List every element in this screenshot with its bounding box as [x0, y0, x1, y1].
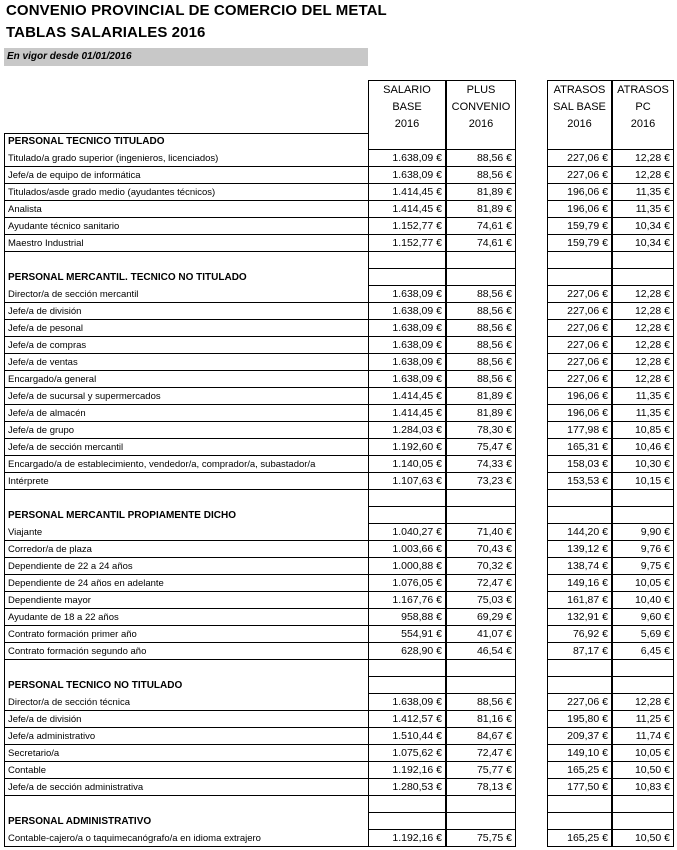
atrasos-sal-base-cell: [547, 269, 612, 286]
atrasos-sal-base-cell: 138,74 €: [547, 558, 612, 575]
atrasos-sal-base-cell: 177,98 €: [547, 422, 612, 439]
plus-convenio-cell: 81,89 €: [446, 201, 516, 218]
plus-convenio-cell: 75,75 €: [446, 830, 516, 847]
salario-base-cell: [368, 813, 446, 830]
atrasos-sal-base-cell: 227,06 €: [547, 303, 612, 320]
category-label: Dependiente de 24 años en adelante: [4, 575, 368, 592]
section-header-row: [0, 677, 677, 694]
atrasos-sal-base-cell: 227,06 €: [547, 371, 612, 388]
table-row: [0, 609, 677, 626]
salario-base-cell: 1.414,45 €: [368, 184, 446, 201]
salario-base-cell: 1.076,05 €: [368, 575, 446, 592]
category-label: Jefe/a administrativo: [4, 728, 368, 745]
plus-convenio-cell: 88,56 €: [446, 167, 516, 184]
category-label: Titulados/asde grado medio (ayudantes técnicos): [4, 184, 368, 201]
category-label: Encargado/a general: [4, 371, 368, 388]
plus-convenio-cell: 88,56 €: [446, 694, 516, 711]
spacer-row: [0, 796, 677, 813]
plus-convenio-cell: 88,56 €: [446, 303, 516, 320]
table-row: [0, 320, 677, 337]
salario-base-cell: 1.107,63 €: [368, 473, 446, 490]
atrasos-sal-base-cell: 159,79 €: [547, 218, 612, 235]
category-label: Analista: [4, 201, 368, 218]
column-header-line: SALARIO: [383, 84, 431, 96]
section-header-row: [0, 507, 677, 524]
plus-convenio-cell: 88,56 €: [446, 150, 516, 167]
atrasos-pc-cell: 11,74 €: [612, 728, 674, 745]
plus-convenio-cell: 74,33 €: [446, 456, 516, 473]
plus-convenio-cell: 41,07 €: [446, 626, 516, 643]
salario-base-cell: 1.280,53 €: [368, 779, 446, 796]
atrasos-pc-cell: 12,28 €: [612, 694, 674, 711]
column-header-line: 2016: [394, 118, 420, 130]
plus-convenio-cell: [446, 660, 516, 677]
salario-base-cell: 1.638,09 €: [368, 337, 446, 354]
salario-base-cell: 1.192,16 €: [368, 830, 446, 847]
salario-base-cell: [368, 796, 446, 813]
atrasos-pc-cell: [612, 660, 674, 677]
table-row: [0, 524, 677, 541]
category-label: Contrato formación segundo año: [4, 643, 368, 660]
plus-convenio-cell: 69,29 €: [446, 609, 516, 626]
section-title: PERSONAL MERCANTIL PROPIAMENTE DICHO: [4, 507, 368, 524]
plus-convenio-cell: 75,03 €: [446, 592, 516, 609]
salario-base-cell: 1.638,09 €: [368, 694, 446, 711]
atrasos-sal-base-cell: 227,06 €: [547, 167, 612, 184]
category-label: Director/a de sección mercantil: [4, 286, 368, 303]
atrasos-pc-cell: 12,28 €: [612, 167, 674, 184]
table-row: [0, 405, 677, 422]
table-row: [0, 728, 677, 745]
category-label: [4, 490, 368, 507]
category-label: Jefe/a de grupo: [4, 422, 368, 439]
atrasos-sal-base-cell: 149,10 €: [547, 745, 612, 762]
column-header-line: BASE: [392, 101, 422, 113]
salario-base-cell: 1.284,03 €: [368, 422, 446, 439]
atrasos-sal-base-cell: 76,92 €: [547, 626, 612, 643]
salario-base-cell: 1.638,09 €: [368, 286, 446, 303]
atrasos-pc-cell: 12,28 €: [612, 371, 674, 388]
atrasos-sal-base-cell: 132,91 €: [547, 609, 612, 626]
section-header-row: [0, 813, 677, 830]
table-row: [0, 541, 677, 558]
atrasos-pc-cell: 10,30 €: [612, 456, 674, 473]
plus-convenio-cell: 84,67 €: [446, 728, 516, 745]
atrasos-pc-cell: [612, 813, 674, 830]
column-header-line: ATRASOS: [553, 84, 606, 96]
atrasos-pc-cell: 10,50 €: [612, 762, 674, 779]
atrasos-sal-base-cell: 177,50 €: [547, 779, 612, 796]
category-label: [4, 660, 368, 677]
category-label: Jefe/a de compras: [4, 337, 368, 354]
column-header-line: ATRASOS: [617, 84, 669, 96]
category-label: Jefe/a de sucursal y supermercados: [4, 388, 368, 405]
atrasos-sal-base-cell: 165,25 €: [547, 762, 612, 779]
salario-base-cell: 1.075,62 €: [368, 745, 446, 762]
column-header-plus-convenio: [446, 80, 516, 133]
table-row: [0, 218, 677, 235]
category-label: Intérprete: [4, 473, 368, 490]
atrasos-pc-cell: 9,76 €: [612, 541, 674, 558]
atrasos-sal-base-cell: 165,25 €: [547, 830, 612, 847]
table-row: [0, 371, 677, 388]
atrasos-pc-cell: [612, 796, 674, 813]
atrasos-pc-cell: 11,35 €: [612, 184, 674, 201]
atrasos-sal-base-cell: [547, 660, 612, 677]
plus-convenio-cell: 88,56 €: [446, 320, 516, 337]
table-row: [0, 422, 677, 439]
table-row: [0, 694, 677, 711]
atrasos-sal-base-cell: 161,87 €: [547, 592, 612, 609]
column-header-line: 2016: [567, 118, 592, 130]
section-title: PERSONAL TECNICO TITULADO: [4, 133, 368, 150]
effective-date-banner: En vigor desde 01/01/2016: [4, 48, 368, 66]
atrasos-pc-cell: 10,05 €: [612, 575, 674, 592]
salario-base-cell: 1.167,76 €: [368, 592, 446, 609]
atrasos-pc-cell: 11,35 €: [612, 405, 674, 422]
atrasos-sal-base-cell: 195,80 €: [547, 711, 612, 728]
atrasos-pc-cell: 10,50 €: [612, 830, 674, 847]
plus-convenio-cell: [446, 490, 516, 507]
atrasos-sal-base-cell: [547, 796, 612, 813]
plus-convenio-cell: [446, 813, 516, 830]
salario-base-cell: [368, 660, 446, 677]
atrasos-pc-cell: 12,28 €: [612, 150, 674, 167]
table-row: [0, 592, 677, 609]
plus-convenio-cell: 88,56 €: [446, 286, 516, 303]
plus-convenio-cell: 81,16 €: [446, 711, 516, 728]
atrasos-pc-cell: 10,34 €: [612, 218, 674, 235]
atrasos-sal-base-cell: 209,37 €: [547, 728, 612, 745]
atrasos-sal-base-cell: [547, 813, 612, 830]
category-label: Contrato formación primer año: [4, 626, 368, 643]
category-label: Ayudante de 18 a 22 años: [4, 609, 368, 626]
table-row: [0, 643, 677, 660]
salario-base-cell: 554,91 €: [368, 626, 446, 643]
salario-base-cell: 1.152,77 €: [368, 235, 446, 252]
category-label: Maestro Industrial: [4, 235, 368, 252]
category-label: Contable: [4, 762, 368, 779]
salario-base-cell: 1.003,66 €: [368, 541, 446, 558]
plus-convenio-cell: 78,30 €: [446, 422, 516, 439]
atrasos-sal-base-cell: [547, 507, 612, 524]
column-header-line: 2016: [468, 118, 494, 130]
atrasos-pc-cell: 12,28 €: [612, 320, 674, 337]
salario-base-cell: 958,88 €: [368, 609, 446, 626]
category-label: [4, 252, 368, 269]
atrasos-pc-cell: 12,28 €: [612, 303, 674, 320]
salario-base-cell: 628,90 €: [368, 643, 446, 660]
table-row: [0, 439, 677, 456]
salario-base-cell: 1.414,45 €: [368, 388, 446, 405]
atrasos-pc-cell: [612, 252, 674, 269]
plus-convenio-cell: [446, 796, 516, 813]
category-label: Jefe/a de división: [4, 711, 368, 728]
plus-convenio-cell: 70,32 €: [446, 558, 516, 575]
category-label: Ayudante técnico sanitario: [4, 218, 368, 235]
category-label: Contable-cajero/a o taquimecanógrafo/a en idioma extrajero: [4, 830, 368, 847]
plus-convenio-cell: 46,54 €: [446, 643, 516, 660]
salario-base-cell: 1.192,16 €: [368, 762, 446, 779]
atrasos-sal-base-cell: 158,03 €: [547, 456, 612, 473]
table-row: [0, 354, 677, 371]
spacer-row: [0, 660, 677, 677]
category-label: Jefe/a de almacén: [4, 405, 368, 422]
salario-base-cell: 1.140,05 €: [368, 456, 446, 473]
salario-base-cell: 1.152,77 €: [368, 218, 446, 235]
salario-base-cell: 1.638,09 €: [368, 354, 446, 371]
document-subtitle: TABLAS SALARIALES 2016: [6, 24, 206, 41]
atrasos-pc-cell: 10,34 €: [612, 235, 674, 252]
column-header-line: PC: [635, 101, 651, 113]
atrasos-pc-cell: 5,69 €: [612, 626, 674, 643]
table-row: [0, 303, 677, 320]
atrasos-sal-base-cell: [547, 490, 612, 507]
atrasos-pc-cell: 12,28 €: [612, 337, 674, 354]
category-label: Jefe/a de sección administrativa: [4, 779, 368, 796]
document-title: CONVENIO PROVINCIAL DE COMERCIO DEL METAL: [6, 2, 387, 19]
column-header-line: CONVENIO: [451, 101, 511, 113]
salario-base-cell: 1.638,09 €: [368, 320, 446, 337]
table-row: [0, 456, 677, 473]
category-label: Jefe/a de sección mercantil: [4, 439, 368, 456]
salario-base-cell: 1.414,45 €: [368, 405, 446, 422]
category-label: Dependiente mayor: [4, 592, 368, 609]
table-row: [0, 473, 677, 490]
atrasos-sal-base-cell: 227,06 €: [547, 150, 612, 167]
plus-convenio-cell: 81,89 €: [446, 405, 516, 422]
salario-base-cell: 1.638,09 €: [368, 371, 446, 388]
atrasos-sal-base-cell: 227,06 €: [547, 694, 612, 711]
plus-convenio-cell: [446, 507, 516, 524]
atrasos-sal-base-cell: 149,16 €: [547, 575, 612, 592]
column-header-line: 2016: [630, 118, 656, 130]
table-row: [0, 286, 677, 303]
plus-convenio-cell: 88,56 €: [446, 371, 516, 388]
category-label: Secretario/a: [4, 745, 368, 762]
atrasos-sal-base-cell: 227,06 €: [547, 354, 612, 371]
atrasos-sal-base-cell: 227,06 €: [547, 286, 612, 303]
atrasos-pc-cell: 9,75 €: [612, 558, 674, 575]
table-row: [0, 337, 677, 354]
column-header-salario-base: [368, 80, 446, 133]
table-row: [0, 184, 677, 201]
category-label: Viajante: [4, 524, 368, 541]
atrasos-pc-cell: 9,60 €: [612, 609, 674, 626]
category-label: Director/a de sección técnica: [4, 694, 368, 711]
column-header-line: PLUS: [466, 84, 496, 96]
atrasos-pc-cell: 6,45 €: [612, 643, 674, 660]
atrasos-sal-base-cell: [547, 133, 612, 150]
salario-base-cell: 1.040,27 €: [368, 524, 446, 541]
atrasos-pc-cell: 12,28 €: [612, 354, 674, 371]
salario-base-cell: 1.638,09 €: [368, 303, 446, 320]
salario-base-cell: 1.638,09 €: [368, 150, 446, 167]
table-row: [0, 779, 677, 796]
atrasos-pc-cell: 10,83 €: [612, 779, 674, 796]
atrasos-sal-base-cell: [547, 677, 612, 694]
salario-base-cell: [368, 490, 446, 507]
category-label: Jefe/a de pesonal: [4, 320, 368, 337]
atrasos-pc-cell: [612, 133, 674, 150]
salario-base-cell: [368, 252, 446, 269]
atrasos-sal-base-cell: 159,79 €: [547, 235, 612, 252]
category-label: Jefe/a de división: [4, 303, 368, 320]
atrasos-sal-base-cell: 196,06 €: [547, 405, 612, 422]
plus-convenio-cell: 73,23 €: [446, 473, 516, 490]
salario-base-cell: 1.000,88 €: [368, 558, 446, 575]
salario-base-cell: 1.510,44 €: [368, 728, 446, 745]
plus-convenio-cell: [446, 269, 516, 286]
atrasos-pc-cell: 10,46 €: [612, 439, 674, 456]
table-row: [0, 745, 677, 762]
category-label: [4, 796, 368, 813]
table-row: [0, 711, 677, 728]
atrasos-pc-cell: [612, 677, 674, 694]
plus-convenio-cell: 74,61 €: [446, 218, 516, 235]
table-row: [0, 167, 677, 184]
salario-base-cell: [368, 133, 446, 150]
salario-base-cell: 1.638,09 €: [368, 167, 446, 184]
atrasos-sal-base-cell: 196,06 €: [547, 388, 612, 405]
column-header-line: SAL BASE: [553, 101, 606, 113]
atrasos-pc-cell: 10,05 €: [612, 745, 674, 762]
table-row: [0, 575, 677, 592]
salario-base-cell: 1.192,60 €: [368, 439, 446, 456]
salario-base-cell: [368, 507, 446, 524]
atrasos-sal-base-cell: 227,06 €: [547, 337, 612, 354]
atrasos-sal-base-cell: 196,06 €: [547, 201, 612, 218]
table-row: [0, 201, 677, 218]
atrasos-sal-base-cell: 227,06 €: [547, 320, 612, 337]
atrasos-sal-base-cell: 165,31 €: [547, 439, 612, 456]
salario-base-cell: 1.412,57 €: [368, 711, 446, 728]
section-title: PERSONAL MERCANTIL. TECNICO NO TITULADO: [4, 269, 368, 286]
table-row: [0, 830, 677, 847]
salario-base-cell: 1.414,45 €: [368, 201, 446, 218]
plus-convenio-cell: 88,56 €: [446, 354, 516, 371]
atrasos-pc-cell: 10,85 €: [612, 422, 674, 439]
atrasos-sal-base-cell: 144,20 €: [547, 524, 612, 541]
table-row: [0, 150, 677, 167]
plus-convenio-cell: 75,77 €: [446, 762, 516, 779]
atrasos-pc-cell: 10,15 €: [612, 473, 674, 490]
plus-convenio-cell: 88,56 €: [446, 337, 516, 354]
table-row: [0, 762, 677, 779]
plus-convenio-cell: 81,89 €: [446, 388, 516, 405]
plus-convenio-cell: [446, 677, 516, 694]
atrasos-pc-cell: 11,25 €: [612, 711, 674, 728]
atrasos-pc-cell: 9,90 €: [612, 524, 674, 541]
atrasos-sal-base-cell: 87,17 €: [547, 643, 612, 660]
section-header-row: [0, 133, 677, 150]
plus-convenio-cell: [446, 133, 516, 150]
salario-base-cell: [368, 677, 446, 694]
atrasos-pc-cell: 12,28 €: [612, 286, 674, 303]
atrasos-pc-cell: [612, 269, 674, 286]
column-header-atrasos-pc: [612, 80, 674, 133]
plus-convenio-cell: 75,47 €: [446, 439, 516, 456]
table-row: [0, 235, 677, 252]
atrasos-pc-cell: 11,35 €: [612, 201, 674, 218]
category-label: Jefe/a de equipo de informática: [4, 167, 368, 184]
plus-convenio-cell: [446, 252, 516, 269]
section-title: PERSONAL TECNICO NO TITULADO: [4, 677, 368, 694]
atrasos-pc-cell: [612, 490, 674, 507]
category-label: Encargado/a de establecimiento, vendedor/a, comprador/a, subastador/a: [4, 456, 368, 473]
category-label: Dependiente de 22 a 24 años: [4, 558, 368, 575]
atrasos-sal-base-cell: [547, 252, 612, 269]
plus-convenio-cell: 74,61 €: [446, 235, 516, 252]
plus-convenio-cell: 70,43 €: [446, 541, 516, 558]
category-label: Corredor/a de plaza: [4, 541, 368, 558]
table-row: [0, 558, 677, 575]
plus-convenio-cell: 71,40 €: [446, 524, 516, 541]
table-row: [0, 626, 677, 643]
category-label: Titulado/a grado superior (ingenieros, licenciados): [4, 150, 368, 167]
spacer-row: [0, 252, 677, 269]
table-row: [0, 388, 677, 405]
atrasos-sal-base-cell: 139,12 €: [547, 541, 612, 558]
salario-base-cell: [368, 269, 446, 286]
atrasos-sal-base-cell: 196,06 €: [547, 184, 612, 201]
plus-convenio-cell: 81,89 €: [446, 184, 516, 201]
atrasos-sal-base-cell: 153,53 €: [547, 473, 612, 490]
atrasos-pc-cell: 11,35 €: [612, 388, 674, 405]
plus-convenio-cell: 78,13 €: [446, 779, 516, 796]
column-header-atrasos-sal-base: [547, 80, 612, 133]
plus-convenio-cell: 72,47 €: [446, 575, 516, 592]
plus-convenio-cell: 72,47 €: [446, 745, 516, 762]
atrasos-pc-cell: 10,40 €: [612, 592, 674, 609]
atrasos-pc-cell: [612, 507, 674, 524]
category-label: Jefe/a de ventas: [4, 354, 368, 371]
section-title: PERSONAL ADMINISTRATIVO: [4, 813, 368, 830]
section-header-row: [0, 269, 677, 286]
spacer-row: [0, 490, 677, 507]
